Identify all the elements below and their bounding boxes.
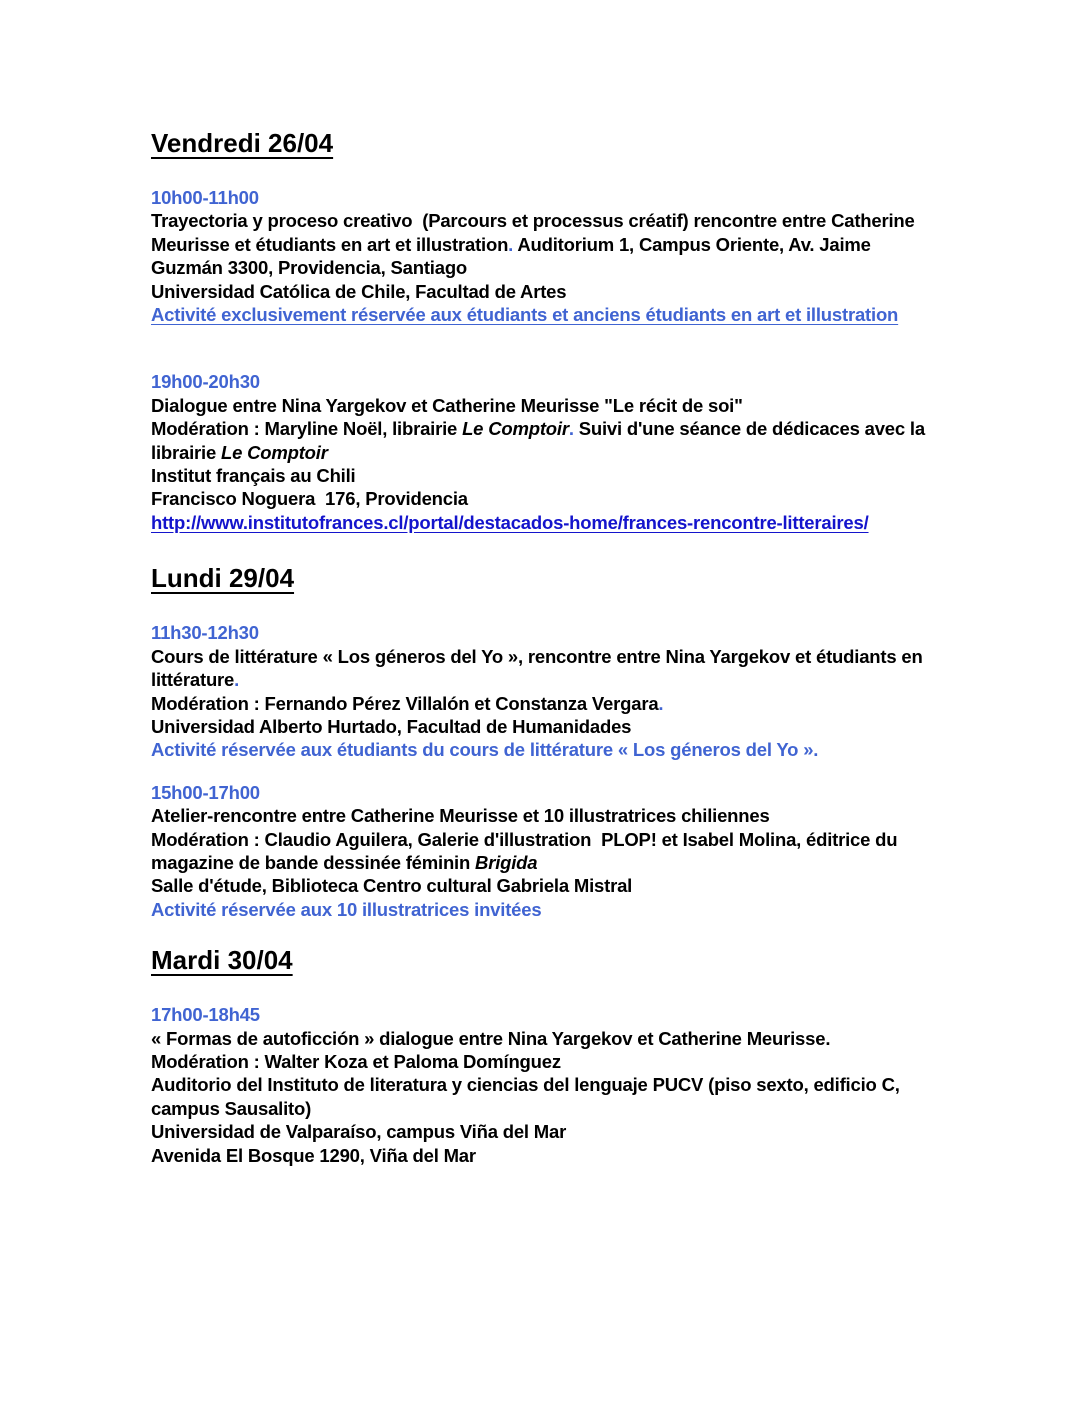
event-text-line [151, 511, 948, 534]
event-text-line [151, 280, 948, 303]
text-segment: Activité réservée aux 10 illustratrices invitées [151, 898, 542, 920]
text-segment: Modération : Fernando Pérez Villalón et Constanza Vergara [151, 692, 659, 714]
text-segment: . [508, 233, 514, 255]
event-block [151, 1003, 948, 1167]
text-segment: librairie [151, 441, 221, 463]
text-segment: . [568, 418, 574, 440]
event-text-line [151, 1073, 948, 1096]
text-segment: Suivi d'une séance de dédicaces avec la [573, 418, 925, 440]
event-time: 10h00-11h00 [151, 187, 259, 208]
text-segment: Modération : Maryline Noël, librairie [151, 418, 463, 440]
event-text-line [151, 1120, 948, 1143]
event-text-line [151, 645, 948, 668]
text-segment: Universidad de Valparaíso, campus Viña del Mar [151, 1121, 567, 1143]
event-time: 11h30-12h30 [151, 622, 259, 644]
text-segment: Brigida [475, 851, 538, 873]
text-segment: littérature [151, 669, 235, 691]
event-text-line [151, 256, 948, 279]
event-block [151, 370, 948, 534]
text-segment: « Formas de autoficción » dialogue entre Nina Yargekov et Catherine Meurisse. [151, 1027, 831, 1049]
event-text-line [151, 851, 948, 874]
day-section [151, 128, 948, 534]
event-text-line [151, 1027, 948, 1050]
event-text-line [151, 303, 948, 326]
text-segment: Auditorium 1, Campus Oriente, Av. Jaime [513, 233, 871, 255]
event-text-line [151, 874, 948, 897]
text-segment: Trayectoria y proceso creativo (Parcours et processus créatif) rencontre entre Catherine [151, 210, 915, 232]
text-segment: . [658, 692, 664, 714]
text-segment: Universidad Alberto Hurtado, Facultad de Humanidades [151, 715, 632, 737]
event-time: 17h00-18h45 [151, 1004, 260, 1026]
event-block [151, 186, 948, 326]
event-text-line [151, 441, 948, 464]
event-text-line [151, 464, 948, 487]
event-text-line [151, 233, 948, 256]
text-segment: http://www.institutofrances.cl/portal/destacados-home/frances-rencontre-litteraires/ [151, 511, 869, 533]
text-segment: Dialogue entre Nina Yargekov et Catherine Meurisse "Le récit de soi" [151, 394, 743, 416]
event-text-line [151, 1097, 948, 1120]
restricted-activity-link[interactable] [151, 304, 898, 325]
event-text-line [151, 487, 948, 510]
event-text-line [151, 417, 948, 440]
day-section [151, 563, 948, 921]
text-segment: Le Comptoir [462, 418, 569, 440]
text-segment: campus Sausalito) [151, 1097, 312, 1119]
event-text-line [151, 1050, 948, 1073]
event-text-line [151, 715, 948, 738]
event-text-line [151, 209, 948, 232]
text-segment: Modération : Claudio Aguilera, Galerie d'illustration PLOP! et Isabel Molina, éditrice du [151, 828, 898, 850]
text-segment: Activité exclusivement réservée aux étudiants et anciens étudiants en art et illustration [151, 304, 899, 326]
text-segment: magazine de bande dessinée féminin [151, 851, 476, 873]
event-text-line [151, 668, 948, 691]
day-heading: Vendredi 26/04 [151, 128, 334, 158]
day-section [151, 945, 948, 1167]
text-segment: Auditorio del Instituto de literatura y ciencias del lenguaje PUCV (piso sexto, edificio C, [151, 1074, 900, 1096]
text-segment: Salle d'étude, Biblioteca Centro cultural Gabriela Mistral [151, 875, 633, 897]
text-segment: Universidad Católica de Chile, Facultad de Artes [151, 280, 567, 302]
text-segment: Francisco Noguera 176, Providencia [151, 488, 468, 510]
text-segment: Institut français au Chili [151, 465, 356, 487]
day-heading: Lundi 29/04 [151, 563, 295, 594]
restricted-activity-note [151, 738, 948, 761]
event-block [151, 621, 948, 761]
event-text-line [151, 692, 948, 715]
text-segment: Avenida El Bosque 1290, Viña del Mar [151, 1144, 476, 1166]
day-heading: Mardi 30/04 [151, 945, 293, 976]
event-text-line [151, 1144, 948, 1167]
event-time: 19h00-20h30 [151, 371, 260, 393]
text-segment: Atelier-rencontre entre Catherine Meurisse et 10 illustratrices chiliennes [151, 805, 770, 827]
event-text-line [151, 828, 948, 851]
text-segment: Activité réservée aux étudiants du cours de littérature « Los géneros del Yo ». [151, 739, 819, 761]
event-block [151, 781, 948, 921]
text-segment: Cours de littérature « Los géneros del Yo », rencontre entre Nina Yargekov et étudiants en [151, 645, 923, 667]
text-segment: Guzmán 3300, Providencia, Santiago [151, 257, 468, 279]
event-time: 15h00-17h00 [151, 781, 260, 803]
text-segment: Modération : Walter Koza et Paloma Domínguez [151, 1050, 561, 1072]
text-segment: Meurisse et étudiants en art et illustration [151, 233, 509, 255]
event-text-line [151, 804, 948, 827]
event-url-link[interactable] [151, 512, 869, 533]
event-text-line [151, 394, 948, 417]
restricted-activity-note [151, 898, 948, 921]
text-segment: . [234, 669, 240, 691]
text-segment: Le Comptoir [220, 441, 328, 463]
